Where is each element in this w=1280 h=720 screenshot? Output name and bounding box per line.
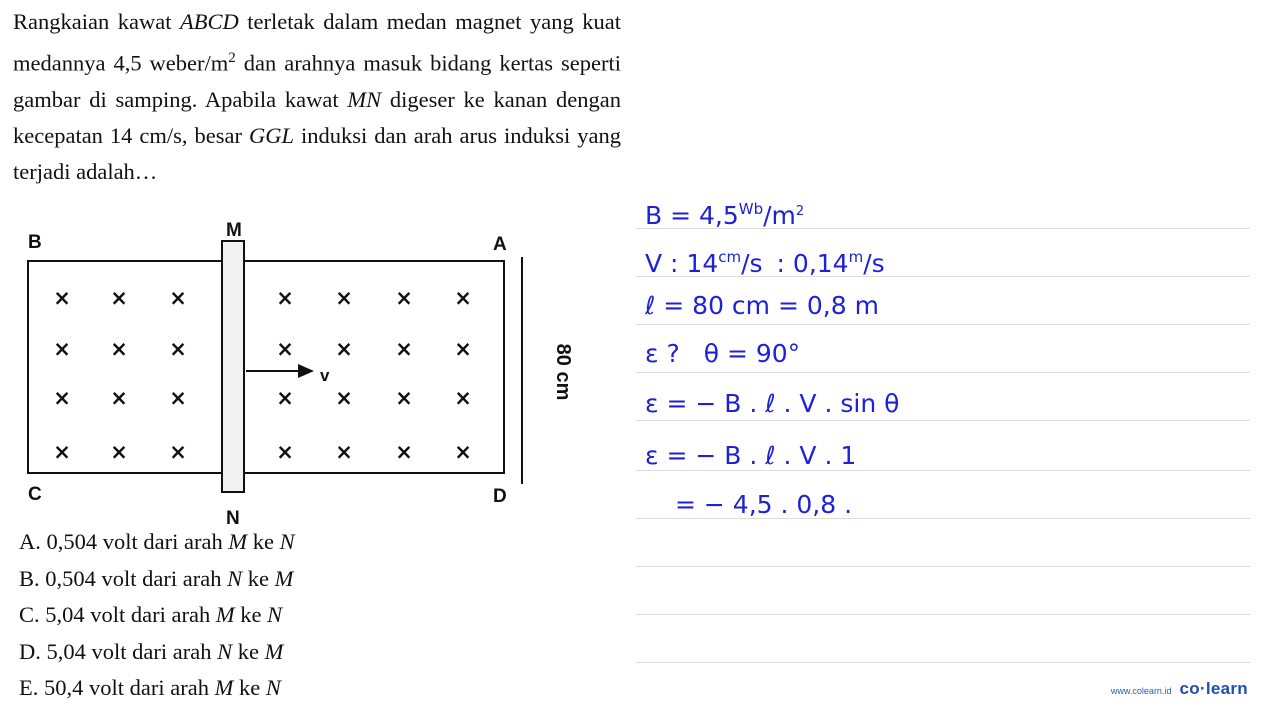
circuit-diagram bbox=[0, 0, 640, 530]
option-a[interactable]: A. 0,504 volt dari arah M ke N bbox=[19, 529, 295, 554]
label-d: D bbox=[493, 486, 507, 507]
brand-footer bbox=[1111, 679, 1248, 699]
hw-line-2: V : $14^{cm}/s$ : 0,14$^m$/s bbox=[645, 248, 885, 278]
circuit-frame bbox=[28, 261, 504, 473]
svg-text:×: × bbox=[395, 337, 413, 361]
svg-text:×: × bbox=[169, 440, 187, 464]
q-part1: Rangkaian kawat bbox=[13, 9, 180, 34]
svg-text:×: × bbox=[395, 440, 413, 464]
velocity-arrow-head bbox=[298, 364, 314, 378]
label-m: M bbox=[226, 220, 242, 241]
hw-line-5: ε = − B . ℓ . V . sin θ bbox=[645, 389, 900, 418]
magnetic-field-crosses bbox=[53, 286, 472, 464]
svg-text:×: × bbox=[335, 286, 353, 310]
svg-text:×: × bbox=[53, 386, 71, 410]
q-part2: terletak dalam medan magnet yang kuat medannya 4,5 weber/m bbox=[13, 9, 621, 76]
hw-line-6: ε = − B . ℓ . V . 1 bbox=[645, 441, 857, 470]
svg-text:×: × bbox=[169, 286, 187, 310]
brand-logo: co·learn bbox=[1179, 679, 1248, 698]
svg-text:×: × bbox=[454, 337, 472, 361]
svg-text:×: × bbox=[335, 386, 353, 410]
svg-text:×: × bbox=[53, 337, 71, 361]
svg-text:×: × bbox=[395, 286, 413, 310]
svg-text:×: × bbox=[395, 386, 413, 410]
label-v: v bbox=[320, 366, 330, 385]
option-b[interactable]: B. 0,504 volt dari arah N ke M bbox=[19, 565, 294, 591]
hw-line-1: $B = 4,5^{Wb}/m^2$ bbox=[645, 200, 805, 230]
svg-text:×: × bbox=[110, 337, 128, 361]
svg-text:×: × bbox=[53, 286, 71, 310]
q-mn: MN bbox=[347, 86, 382, 112]
svg-text:×: × bbox=[169, 386, 187, 410]
label-b: B bbox=[28, 232, 42, 253]
svg-text:×: × bbox=[335, 337, 353, 361]
answer-options bbox=[19, 524, 295, 707]
svg-text:×: × bbox=[110, 386, 128, 410]
label-n: N bbox=[226, 508, 240, 529]
brand-url[interactable]: www.colearn.id bbox=[1110, 686, 1172, 696]
svg-text:×: × bbox=[169, 337, 187, 361]
label-c: C bbox=[28, 484, 42, 505]
hw-line-4: ε ? θ = 90° bbox=[645, 339, 801, 368]
q-sup2: 2 bbox=[228, 50, 236, 66]
svg-text:×: × bbox=[276, 337, 294, 361]
q-part4: digeser ke kanan dengan kecepatan 14 cm/s, besar bbox=[13, 86, 622, 148]
hw-line-3: ℓ = 80 cm = 0,8 m bbox=[645, 291, 879, 320]
svg-text:×: × bbox=[454, 440, 472, 464]
label-length: 80 cm bbox=[552, 343, 574, 401]
q-ggl: GGL bbox=[249, 122, 295, 148]
svg-text:×: × bbox=[276, 440, 294, 464]
svg-text:×: × bbox=[276, 286, 294, 310]
svg-text:×: × bbox=[110, 286, 128, 310]
q-part3: dan arahnya masuk bidang kertas seperti gambar di samping. Apabila kawat bbox=[13, 50, 621, 112]
label-a: A bbox=[493, 234, 507, 255]
option-d[interactable]: D. 5,04 volt dari arah N ke M bbox=[19, 638, 284, 664]
svg-text:×: × bbox=[454, 386, 472, 410]
option-e[interactable]: E. 50,4 volt dari arah M ke N bbox=[19, 675, 281, 700]
q-abcd: ABCD bbox=[180, 9, 239, 34]
q-part5: induksi dan arah arus induksi yang terjadi adalah… bbox=[13, 122, 621, 184]
svg-text:×: × bbox=[335, 440, 353, 464]
svg-text:×: × bbox=[110, 440, 128, 464]
sliding-rod-mn bbox=[222, 241, 244, 492]
option-c[interactable]: C. 5,04 volt dari arah M ke N bbox=[19, 602, 283, 627]
handwritten-solution bbox=[640, 180, 1260, 680]
svg-text:×: × bbox=[454, 286, 472, 310]
hw-line-7: = − 4,5 . 0,8 . bbox=[675, 490, 853, 519]
svg-text:×: × bbox=[276, 386, 294, 410]
svg-text:×: × bbox=[53, 440, 71, 464]
